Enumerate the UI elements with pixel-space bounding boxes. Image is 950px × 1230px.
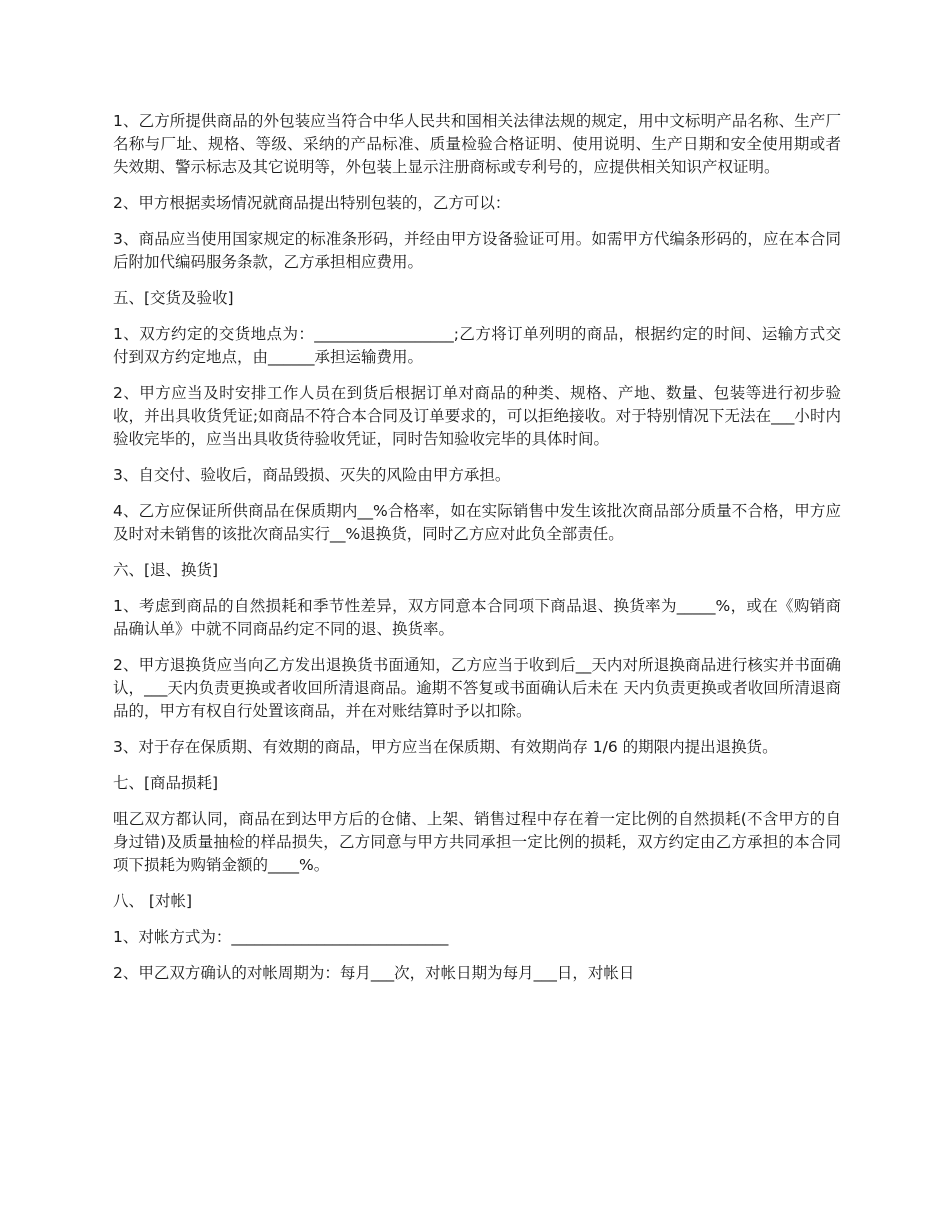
section-heading-loss: 七、[商品损耗]	[113, 774, 219, 792]
paragraph-delivery-location: 1、双方约定的交货地点为：__________________;乙方将订单列明的商品，根据约定的时间、运输方式交付到双方约定地点，由______承担运输费用。	[113, 325, 841, 366]
paragraph-inspection: 2、甲方应当及时安排工作人员在到货后根据订单对商品的种类、规格、产地、数量、包装等进行初步验收，并出具收货凭证;如商品不符合本合同及订单要求的，可以拒绝接收。对于特别情况下无法在___小时内验收完毕的，应当出具收货待验收凭证，同时告知验收完毕的具体时间。	[113, 384, 841, 448]
paragraph-reconciliation-method: 1、对帐方式为：____________________________	[113, 928, 449, 946]
paragraph-shelf-life-returns: 3、对于存在保质期、有效期的商品，甲方应当在保质期、有效期尚存 1/6 的期限内提出退换货。	[113, 738, 778, 756]
paragraph-packaging-requirements: 1、乙方所提供商品的外包装应当符合中华人民共和国相关法律法规的规定，用中文标明产品名称、生产厂名称与厂址、规格、等级、采纳的产品标准、质量检验合格证明、使用说明、生产日期和安全使用期或者失效期、警示标志及其它说明等，外包装上显示注册商标或专利号的，应提供相关知识产权证明。	[113, 112, 841, 176]
paragraph-barcode: 3、商品应当使用国家规定的标准条形码，并经由甲方设备验证可用。如需甲方代编条形码的，应在本合同后附加代编码服务条款，乙方承担相应费用。	[113, 230, 841, 271]
paragraph-return-rate: 1、考虑到商品的自然损耗和季节性差异，双方同意本合同项下商品退、换货率为_____%，或在《购销商品确认单》中就不同商品约定不同的退、换货率。	[113, 597, 841, 638]
paragraph-risk-transfer: 3、自交付、验收后，商品毁损、灭失的风险由甲方承担。	[113, 466, 511, 484]
section-heading-reconciliation: 八、 [对帐]	[113, 892, 193, 910]
section-heading-returns: 六、[退、换货]	[113, 561, 219, 579]
paragraph-return-notice: 2、甲方退换货应当向乙方发出退换货书面通知，乙方应当于收到后__天内对所退换商品进行核实并书面确认，___天内负责更换或者收回所清退商品。逾期不答复或书面确认后未在 天内负责更换或者收回所清退商品的，甲方有权自行处置该商品，并在对账结算时予以扣除。	[113, 656, 841, 720]
paragraph-quality-guarantee: 4、乙方应保证所供商品在保质期内__%合格率，如在实际销售中发生该批次商品部分质量不合格，甲方应及时对未销售的该批次商品实行__%退换货，同时乙方应对此负全部责任。	[113, 502, 841, 543]
paragraph-special-packaging: 2、甲方根据卖场情况就商品提出特别包装的，乙方可以：	[113, 194, 511, 212]
section-heading-delivery: 五、[交货及验收]	[113, 289, 234, 307]
paragraph-reconciliation-cycle: 2、甲乙双方确认的对帐周期为：每月___次，对帐日期为每月___日，对帐日	[113, 964, 635, 982]
document-body	[113, 110, 841, 998]
paragraph-loss-sharing: 咀乙双方都认同，商品在到达甲方后的仓储、上架、销售过程中存在着一定比例的自然损耗(不含甲方的自身过错)及质量抽检的样品损失，乙方同意与甲方共同承担一定比例的损耗，双方约定由乙方承担的本合同项下损耗为购销金额的____%。	[113, 810, 841, 874]
